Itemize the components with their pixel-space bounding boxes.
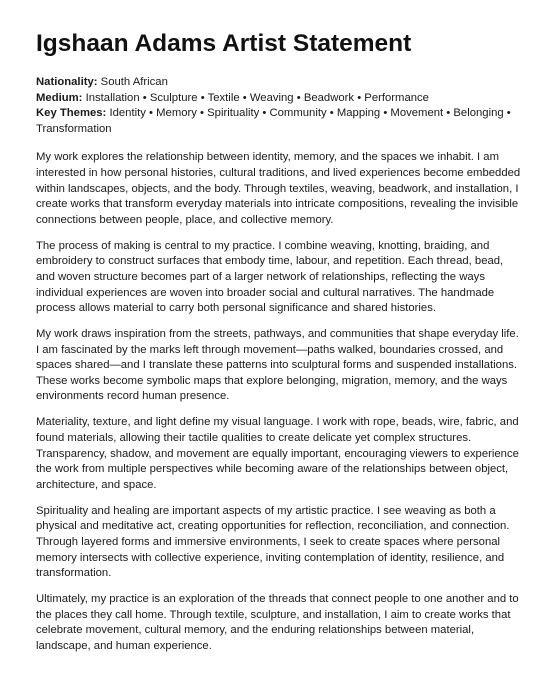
paragraph-identity-memory: My work explores the relationship between identity, memory, and the spaces we inhabit. I am interested in how personal histories, cultural traditions, and lived experiences become embedded within landscapes, objects, and the body. Through textiles, weaving, beadwork, and installation, I create works that transform everyday materials into intricate compositions, revealing the invisible connections between people, place, and collective memory. [36,151,521,226]
meta-nationality-key: Nationality: [36,76,98,88]
meta-key-themes-value: Identity • Memory • Spirituality • Community • Mapping • Movement • Belonging • Transformation [36,107,511,135]
paragraph-materiality: Materiality, texture, and light define my visual language. I work with rope, beads, wire, fabric, and found materials, allowing their tactile qualities to create delicate yet complex structures. Transparency, shadow, and movement are equally important, encouraging viewers to experience the work from multiple perspectives while becoming aware of the relationships between object, architecture, and space. [36,416,519,491]
paragraph-streets-pathways: My work draws inspiration from the streets, pathways, and communities that shape everyday life. I am fascinated by the marks left through movement—paths walked, boundaries crossed, and spaces shared—and I translate these patterns into sculptural forms and suspended installations. These works become symbolic maps that explore belonging, migration, memory, and the ways environments record human presence. [36,328,519,403]
document-title: Igshaan Adams Artist Statement [36,30,412,57]
meta-medium-key: Medium: [36,91,83,104]
paragraph-spirituality: Spirituality and healing are important aspects of my artistic practice. I see weaving as both a physical and meditative act, creating opportunities for reflection, reconciliation, and connection. Through layered forms and immersive environments, I seek to create spaces where personal memory intersects with collective experience, inviting contemplation of identity, resilience, and transformation. [36,504,510,580]
meta-key-themes [36,106,523,137]
meta-key-themes-key: Key Themes: [36,107,107,120]
artist-meta [36,75,523,137]
meta-nationality-value: South African [97,76,168,88]
meta-nationality [36,75,523,91]
paragraph-conclusion: Ultimately, my practice is an exploration of the threads that connect people to one another and to the places they call home. Through textile, sculpture, and installation, I aim to create works that celebrate movement, cultural memory, and the enduring relationships between material, landscape, and human experience. [36,593,519,652]
meta-medium [36,91,523,107]
meta-medium-value: Installation • Sculpture • Textile • Weaving • Beadwork • Performance [82,91,429,104]
paragraph-process-of-making: The process of making is central to my practice. I combine weaving, knotting, braiding, and embroidery to construct surfaces that embody time, labour, and repetition. Each thread, bead, and woven structure becomes part of a larger network of relationships, reflecting the ways individual experiences are woven into broader social and cultural narratives. The handmade process allows material to carry both personal significance and shared histories. [36,239,504,315]
